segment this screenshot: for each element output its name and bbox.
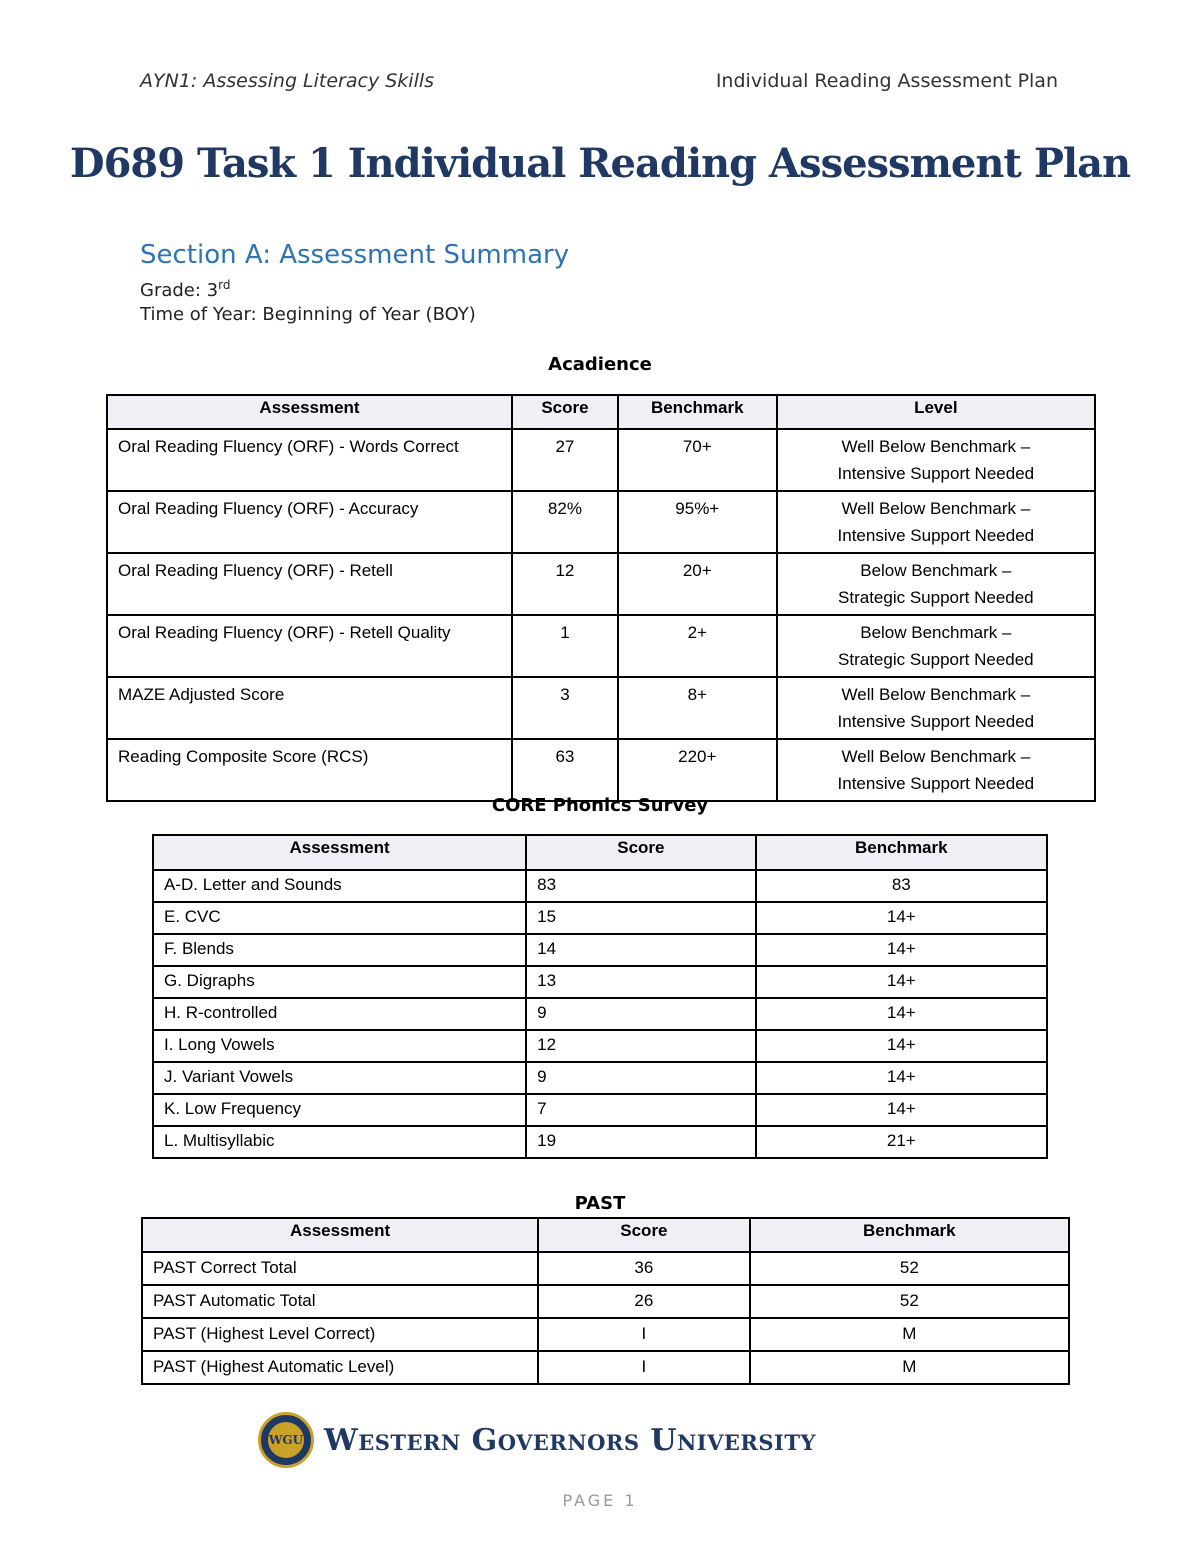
cell-benchmark: 8+: [618, 677, 777, 739]
table-header-row: [107, 395, 1095, 429]
wgu-logo: [258, 1412, 816, 1468]
cell-assessment: A-D. Letter and Sounds: [153, 870, 526, 902]
table-row: [142, 1252, 1069, 1285]
cell-benchmark: 2+: [618, 615, 777, 677]
level-line-1: Below Benchmark –: [860, 561, 1012, 580]
table-row: [153, 998, 1047, 1030]
cell-benchmark: 52: [750, 1285, 1069, 1318]
cell-benchmark: 220+: [618, 739, 777, 801]
level-line-2: Strategic Support Needed: [838, 588, 1034, 607]
cell-score: 1: [512, 615, 618, 677]
cell-score: 26: [538, 1285, 750, 1318]
grade-suffix: rd: [218, 278, 231, 292]
col-header-benchmark: Benchmark: [618, 395, 777, 429]
table-row: [142, 1351, 1069, 1384]
cell-assessment: K. Low Frequency: [153, 1094, 526, 1126]
cell-benchmark: 14+: [756, 902, 1047, 934]
level-line-1: Well Below Benchmark –: [841, 747, 1031, 766]
time-of-year: Time of Year: Beginning of Year (BOY): [140, 304, 476, 325]
cell-score: I: [538, 1318, 750, 1351]
cell-level: [777, 739, 1095, 801]
level-line-2: Intensive Support Needed: [837, 464, 1035, 483]
table-row: [107, 677, 1095, 739]
past-caption: PAST: [574, 1193, 626, 1214]
cell-score: 15: [526, 902, 755, 934]
cell-score: 12: [526, 1030, 755, 1062]
cell-score: 3: [512, 677, 618, 739]
col-header-assessment: Assessment: [107, 395, 512, 429]
past-table: [141, 1217, 1070, 1385]
cell-score: 9: [526, 998, 755, 1030]
table-row: [107, 739, 1095, 801]
cell-assessment: Oral Reading Fluency (ORF) - Retell: [107, 553, 512, 615]
cell-benchmark: 14+: [756, 1094, 1047, 1126]
cell-score: 14: [526, 934, 755, 966]
cell-score: 82%: [512, 491, 618, 553]
cell-benchmark: 14+: [756, 1030, 1047, 1062]
university-wordmark: Western Governors University: [324, 1422, 816, 1458]
table-row: [142, 1285, 1069, 1318]
cell-assessment: Oral Reading Fluency (ORF) - Words Correct: [107, 429, 512, 491]
cell-assessment: I. Long Vowels: [153, 1030, 526, 1062]
cell-benchmark: 14+: [756, 966, 1047, 998]
cell-level: [777, 429, 1095, 491]
seal-monogram: WGU: [268, 1422, 304, 1458]
cell-score: 12: [512, 553, 618, 615]
level-line-1: Well Below Benchmark –: [841, 499, 1031, 518]
col-header-score: Score: [526, 835, 755, 870]
cell-assessment: Oral Reading Fluency (ORF) - Accuracy: [107, 491, 512, 553]
table-row: [153, 1094, 1047, 1126]
cell-assessment: F. Blends: [153, 934, 526, 966]
table-row: [153, 870, 1047, 902]
cell-assessment: G. Digraphs: [153, 966, 526, 998]
col-header-assessment: Assessment: [142, 1218, 538, 1252]
cell-assessment: E. CVC: [153, 902, 526, 934]
level-line-1: Well Below Benchmark –: [841, 685, 1031, 704]
cell-assessment: MAZE Adjusted Score: [107, 677, 512, 739]
table-row: [153, 1062, 1047, 1094]
table-row: [107, 553, 1095, 615]
cell-assessment: H. R-controlled: [153, 998, 526, 1030]
cell-score: I: [538, 1351, 750, 1384]
page-title: D689 Task 1 Individual Reading Assessment Plan: [69, 140, 1131, 187]
cell-assessment: PAST Automatic Total: [142, 1285, 538, 1318]
grade-line: [140, 278, 230, 301]
section-heading: Section A: Assessment Summary: [140, 240, 570, 270]
level-line-2: Strategic Support Needed: [838, 650, 1034, 669]
table-header-row: [153, 835, 1047, 870]
cell-level: [777, 491, 1095, 553]
cell-score: 7: [526, 1094, 755, 1126]
table-row: [153, 1030, 1047, 1062]
cell-assessment: PAST (Highest Level Correct): [142, 1318, 538, 1351]
cell-assessment: L. Multisyllabic: [153, 1126, 526, 1158]
core-caption: CORE Phonics Survey: [491, 795, 709, 816]
cell-benchmark: M: [750, 1318, 1069, 1351]
cell-level: [777, 615, 1095, 677]
acadience-table: [106, 394, 1096, 802]
cell-assessment: J. Variant Vowels: [153, 1062, 526, 1094]
level-line-1: Well Below Benchmark –: [841, 437, 1031, 456]
cell-benchmark: 14+: [756, 998, 1047, 1030]
cell-assessment: Reading Composite Score (RCS): [107, 739, 512, 801]
table-row: [107, 615, 1095, 677]
cell-benchmark: 83: [756, 870, 1047, 902]
col-header-score: Score: [512, 395, 618, 429]
cell-benchmark: 14+: [756, 934, 1047, 966]
col-header-benchmark: Benchmark: [750, 1218, 1069, 1252]
table-row: [107, 491, 1095, 553]
cell-benchmark: 52: [750, 1252, 1069, 1285]
table-row: [107, 429, 1095, 491]
col-header-level: Level: [777, 395, 1095, 429]
table-row: [153, 934, 1047, 966]
cell-score: 9: [526, 1062, 755, 1094]
cell-score: 36: [538, 1252, 750, 1285]
acadience-caption: Acadience: [548, 354, 652, 375]
level-line-2: Intensive Support Needed: [837, 712, 1035, 731]
col-header-assessment: Assessment: [153, 835, 526, 870]
cell-benchmark: M: [750, 1351, 1069, 1384]
cell-score: 13: [526, 966, 755, 998]
header-course: AYN1: Assessing Literacy Skills: [140, 70, 435, 92]
table-row: [153, 902, 1047, 934]
cell-level: [777, 677, 1095, 739]
cell-benchmark: 20+: [618, 553, 777, 615]
core-phonics-table: [152, 834, 1048, 1159]
table-row: [153, 966, 1047, 998]
cell-benchmark: 21+: [756, 1126, 1047, 1158]
cell-score: 83: [526, 870, 755, 902]
cell-benchmark: 70+: [618, 429, 777, 491]
cell-benchmark: 95%+: [618, 491, 777, 553]
cell-score: 63: [512, 739, 618, 801]
cell-assessment: PAST Correct Total: [142, 1252, 538, 1285]
table-row: [142, 1318, 1069, 1351]
table-row: [153, 1126, 1047, 1158]
cell-score: 19: [526, 1126, 755, 1158]
cell-assessment: PAST (Highest Automatic Level): [142, 1351, 538, 1384]
grade-label: Grade: 3: [140, 280, 219, 301]
level-line-1: Below Benchmark –: [860, 623, 1012, 642]
level-line-2: Intensive Support Needed: [837, 774, 1035, 793]
header-doc-type: Individual Reading Assessment Plan: [715, 70, 1058, 92]
level-line-2: Intensive Support Needed: [837, 526, 1035, 545]
col-header-score: Score: [538, 1218, 750, 1252]
cell-assessment: Oral Reading Fluency (ORF) - Retell Quality: [107, 615, 512, 677]
page-number: PAGE 1: [562, 1491, 638, 1510]
cell-level: [777, 553, 1095, 615]
cell-score: 27: [512, 429, 618, 491]
university-seal-icon: [258, 1412, 314, 1468]
table-header-row: [142, 1218, 1069, 1252]
cell-benchmark: 14+: [756, 1062, 1047, 1094]
col-header-benchmark: Benchmark: [756, 835, 1047, 870]
